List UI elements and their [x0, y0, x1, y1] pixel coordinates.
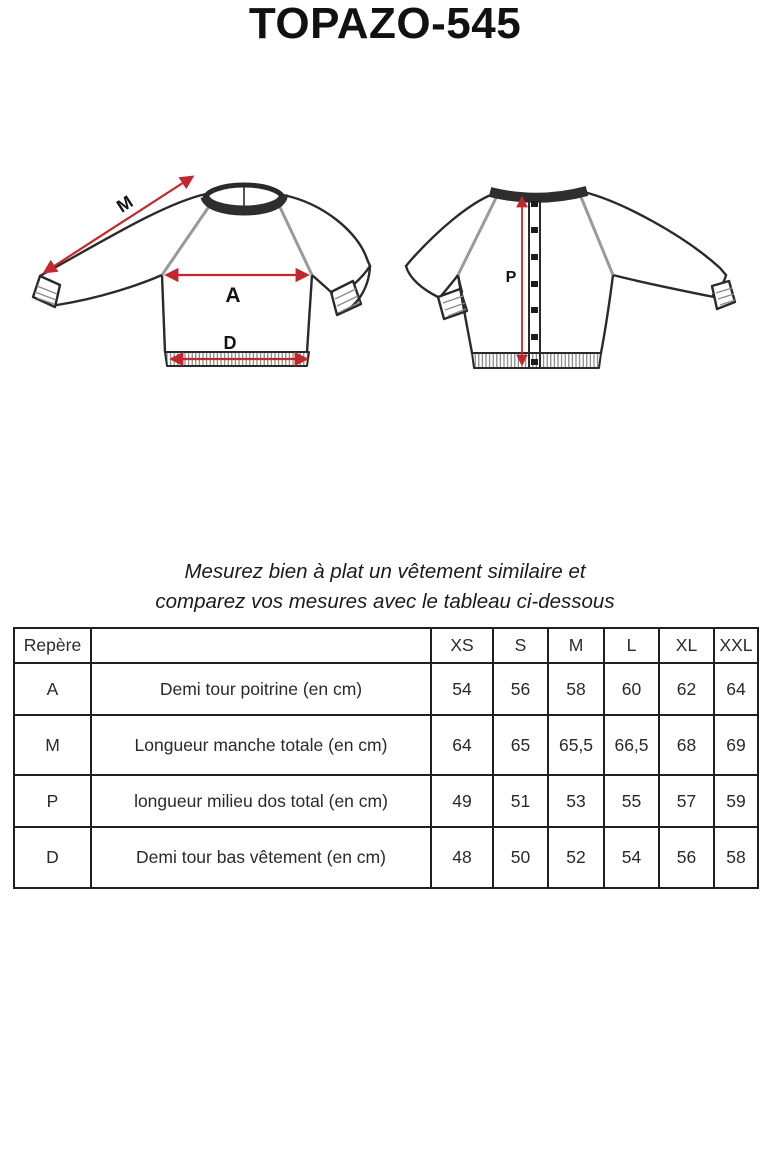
header-repere: Repère: [14, 628, 91, 663]
back-raglan-seams: [458, 197, 613, 275]
header-size-xs: XS: [431, 628, 493, 663]
cell-value: 65: [493, 715, 548, 775]
row-code: A: [14, 663, 91, 715]
garment-front-diagram: [25, 165, 375, 380]
button: [531, 201, 538, 207]
cell-value: 62: [659, 663, 714, 715]
header-description: [91, 628, 431, 663]
cell-value: 69: [714, 715, 758, 775]
row-code: P: [14, 775, 91, 827]
back-outline: [406, 192, 735, 368]
cell-value: 59: [714, 775, 758, 827]
measurement-label-m: M: [112, 191, 137, 217]
page-title: TOPAZO-545: [248, 0, 522, 48]
measurement-label-p: P: [505, 269, 517, 286]
cell-value: 54: [604, 827, 659, 888]
sleeve-arrow: [45, 177, 192, 272]
table-row-m: [14, 715, 758, 775]
cell-value: 56: [493, 663, 548, 715]
button: [531, 334, 538, 340]
measurement-label-d: D: [223, 333, 237, 353]
cell-value: 64: [431, 715, 493, 775]
cell-value: 68: [659, 715, 714, 775]
row-code: D: [14, 827, 91, 888]
row-description: Longueur manche totale (en cm): [91, 715, 431, 775]
row-description: Demi tour poitrine (en cm): [91, 663, 431, 715]
cell-value: 58: [714, 827, 758, 888]
table-row-a: [14, 663, 758, 715]
cell-value: 55: [604, 775, 659, 827]
cell-value: 58: [548, 663, 604, 715]
cell-value: 51: [493, 775, 548, 827]
button: [531, 359, 538, 365]
cell-value: 66,5: [604, 715, 659, 775]
header-size-l: L: [604, 628, 659, 663]
cell-value: 57: [659, 775, 714, 827]
button: [531, 254, 538, 260]
button: [531, 227, 538, 233]
cell-value: 64: [714, 663, 758, 715]
cell-value: 50: [493, 827, 548, 888]
header-size-xl: XL: [659, 628, 714, 663]
header-size-s: S: [493, 628, 548, 663]
instruction-text: [0, 557, 770, 617]
garment-back-diagram: [398, 172, 748, 382]
header-size-m: M: [548, 628, 604, 663]
instruction-line-2: comparez vos mesures avec le tableau ci-dessous: [155, 589, 615, 613]
button: [531, 307, 538, 313]
row-description: Demi tour bas vêtement (en cm): [91, 827, 431, 888]
cell-value: 65,5: [548, 715, 604, 775]
table-row-d: [14, 827, 758, 888]
instruction-line-1: Mesurez bien à plat un vêtement similaire et: [184, 559, 586, 583]
size-table-header-row: [14, 628, 758, 663]
cell-value: 48: [431, 827, 493, 888]
cell-value: 56: [659, 827, 714, 888]
cell-value: 49: [431, 775, 493, 827]
header-size-xxl: XXL: [714, 628, 758, 663]
button: [531, 281, 538, 287]
measurement-label-a: A: [225, 284, 241, 307]
back-collar: [490, 191, 587, 198]
back-button-placket: [529, 197, 540, 368]
table-row-p: [14, 775, 758, 827]
row-code: M: [14, 715, 91, 775]
cell-value: 52: [548, 827, 604, 888]
row-description: longueur milieu dos total (en cm): [91, 775, 431, 827]
cell-value: 60: [604, 663, 659, 715]
cell-value: 54: [431, 663, 493, 715]
front-outline: [33, 187, 370, 366]
size-table: [13, 627, 759, 889]
cell-value: 53: [548, 775, 604, 827]
